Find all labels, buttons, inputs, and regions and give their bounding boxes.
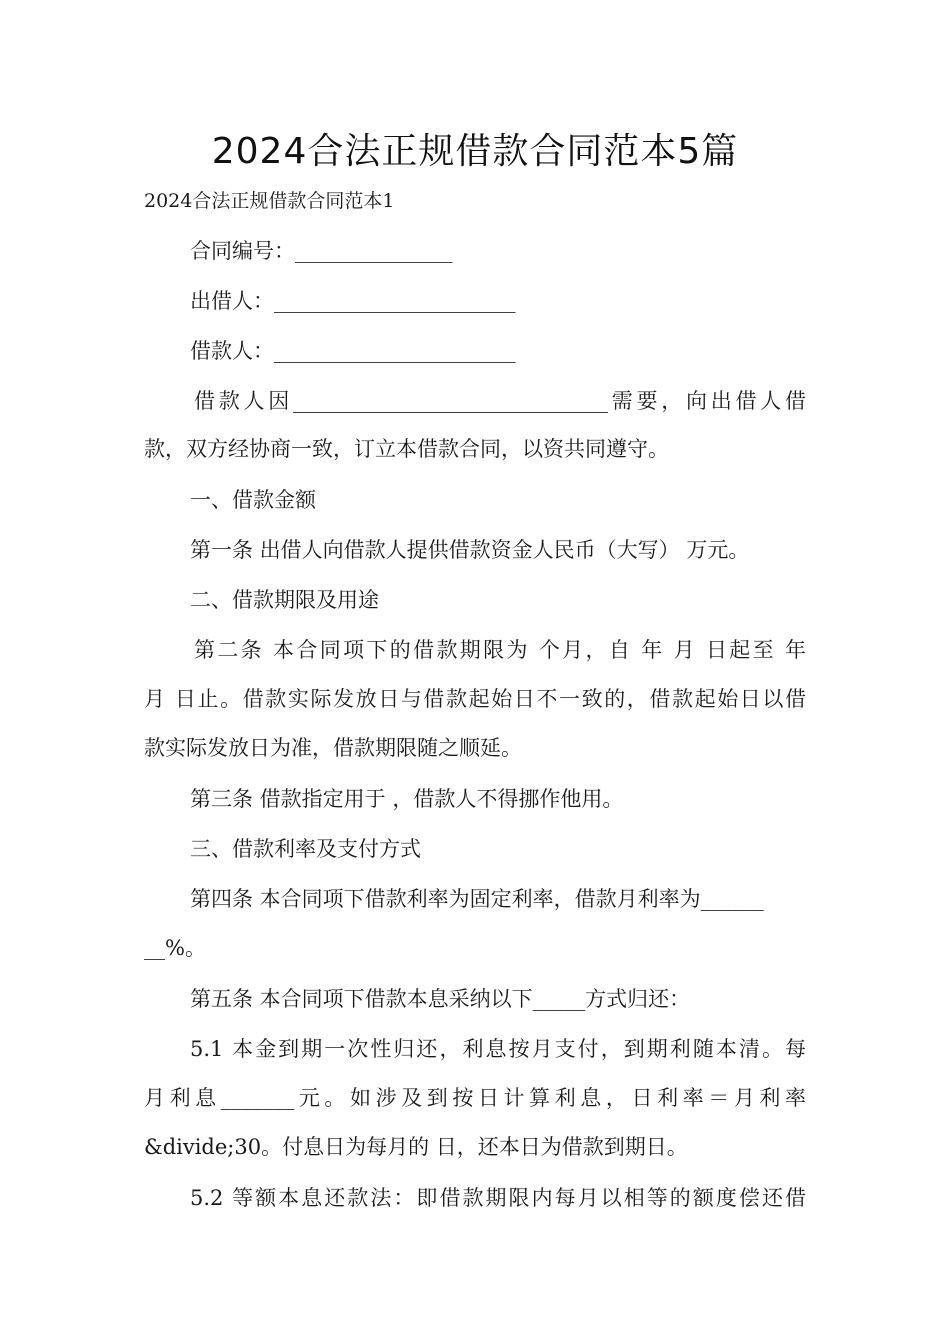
- clause-line: 5.2 等额本息还款法：即借款期限内每月以相等的额度偿还借: [190, 1186, 806, 1210]
- section-heading: 二、借款期限及用途: [190, 588, 379, 612]
- contract-number-field: 合同编号：_______________: [190, 239, 453, 263]
- clause-line: 5.1 本金到期一次性归还，利息按月支付，到期利随本清。每: [190, 1037, 806, 1061]
- paragraph-line: 月利息_______元。如涉及到按日计算利息，日利率＝月利率: [144, 1086, 806, 1110]
- paragraph-line: 款实际发放日为准，借款期限随之顺延。: [144, 736, 522, 760]
- article-line: 第一条 出借人向借款人提供借款资金人民币（大写） 万元。: [190, 538, 750, 562]
- article-line: 第四条 本合同项下借款利率为固定利率，借款月利率为______: [190, 887, 764, 911]
- section-heading: 三、借款利率及支付方式: [190, 837, 421, 861]
- lender-field: 出借人：_______________________: [190, 289, 516, 313]
- section-subtitle: 2024合法正规借款合同范本1: [144, 190, 395, 212]
- paragraph-line: 月 日止。借款实际发放日与借款起始日不一致的，借款起始日以借: [144, 687, 806, 711]
- paragraph-line: __%。: [144, 936, 206, 960]
- section-heading: 一、借款金额: [190, 488, 316, 512]
- borrower-field: 借款人：_______________________: [190, 339, 516, 363]
- document-title: 2024合法正规借款合同范本5篇: [211, 131, 739, 172]
- paragraph-line: 借款人因______________________________需要，向出借人借: [194, 389, 806, 413]
- article-line: 第二条 本合同项下的借款期限为 个月，自 年 月 日起至 年: [194, 638, 806, 662]
- paragraph-line: &divide;30。付息日为每月的 日，还本日为借款到期日。: [144, 1135, 688, 1159]
- article-line: 第五条 本合同项下借款本息采纳以下_____方式归还：: [190, 987, 691, 1011]
- article-line: 第三条 借款指定用于 ，借款人不得挪作他用。: [190, 787, 624, 811]
- paragraph-line: 款，双方经协商一致，订立本借款合同，以资共同遵守。: [144, 437, 669, 461]
